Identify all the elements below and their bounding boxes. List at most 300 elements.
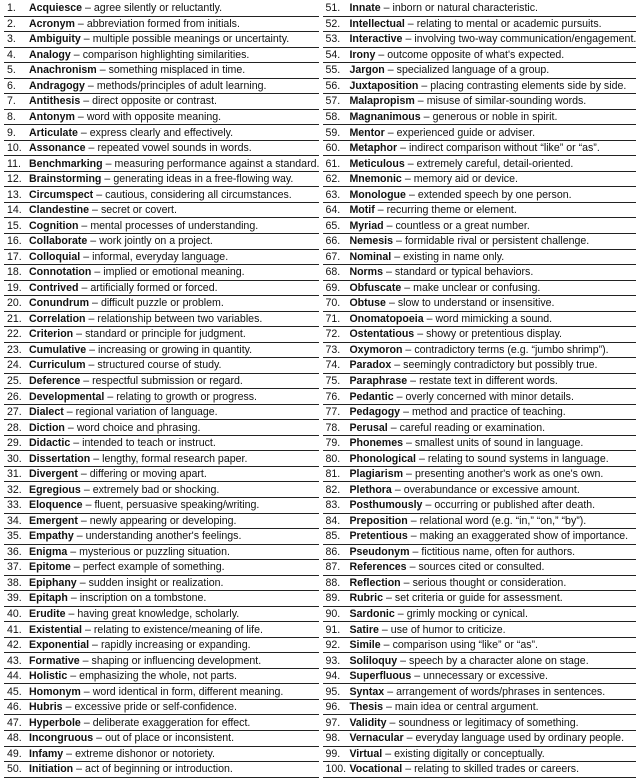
definition: express clearly and effectively.: [89, 126, 234, 139]
term: Reflection: [349, 576, 401, 589]
item-number: 94.: [325, 670, 341, 683]
definition: sources cited or consulted.: [418, 561, 545, 574]
list-item: [323, 436, 636, 452]
dash-separator: –: [394, 483, 401, 496]
dash-separator: –: [405, 343, 412, 356]
list-item: [4, 607, 319, 623]
term: Pretentious: [349, 530, 408, 543]
list-item: [4, 281, 319, 297]
term: Irony: [349, 48, 376, 61]
definition: extremely bad or shocking.: [92, 483, 220, 496]
dash-separator: –: [70, 592, 77, 605]
item-number: 54.: [325, 48, 341, 61]
term: Circumspect: [29, 188, 94, 201]
definition: recurring theme or element.: [386, 204, 517, 217]
dash-separator: –: [99, 64, 106, 77]
item-number: 83.: [325, 499, 341, 512]
term: Deference: [29, 375, 81, 388]
definition: out of place or inconsistent.: [105, 732, 235, 745]
list-item: [4, 94, 319, 110]
definition: relationship between two variables.: [97, 312, 263, 325]
term: Soliloquy: [349, 654, 398, 667]
list-item: [4, 684, 319, 700]
list-item: [323, 218, 636, 234]
definition: measuring performance against a standard.: [114, 157, 320, 170]
term: Colloquial: [29, 250, 81, 263]
item-number: 8.: [7, 110, 16, 123]
item-number: 57.: [325, 95, 341, 108]
definition: something misplaced in time.: [108, 64, 246, 77]
item-number: 6.: [7, 79, 16, 92]
dash-separator: –: [387, 64, 394, 77]
list-item: [323, 17, 636, 33]
item-number: 87.: [325, 561, 341, 574]
definition: regional variation of language.: [75, 406, 218, 419]
definition: existing in name only.: [403, 250, 505, 263]
item-number: 28.: [7, 421, 22, 434]
list-item: [4, 203, 319, 219]
term: Phonemes: [349, 437, 404, 450]
term: Epitome: [29, 561, 71, 574]
definition: understanding another's feelings.: [85, 530, 242, 543]
term: Oxymoron: [349, 343, 403, 356]
dash-separator: –: [87, 79, 94, 92]
term: Phonological: [349, 452, 416, 465]
dash-separator: –: [81, 219, 88, 232]
item-number: 24.: [7, 359, 22, 372]
item-number: 22.: [7, 328, 22, 341]
dash-separator: –: [94, 266, 101, 279]
term: Intellectual: [349, 17, 405, 30]
definition: misuse of similar-sounding words.: [426, 95, 587, 108]
dash-separator: –: [83, 95, 90, 108]
dash-separator: –: [418, 452, 425, 465]
dash-separator: –: [83, 685, 90, 698]
item-number: 39.: [7, 592, 22, 605]
dash-separator: –: [426, 312, 433, 325]
definition: word with opposite meaning.: [86, 110, 222, 123]
list-item: [4, 125, 319, 141]
item-number: 91.: [325, 623, 341, 636]
item-number: 5.: [7, 64, 16, 77]
list-item: [4, 700, 319, 716]
dash-separator: –: [81, 281, 88, 294]
term: Nemesis: [349, 235, 394, 248]
term: Syntax: [349, 685, 385, 698]
item-number: 93.: [325, 654, 341, 667]
term: Plagiarism: [349, 468, 404, 481]
term: Dialect: [29, 406, 64, 419]
term: Mentor: [349, 126, 385, 139]
list-item: [323, 762, 636, 778]
definition: relating to mental or academic pursuits.: [416, 17, 602, 30]
item-number: 69.: [325, 281, 341, 294]
dash-separator: –: [414, 670, 421, 683]
list-item: [323, 545, 636, 561]
item-number: 12.: [7, 173, 22, 186]
term: Connotation: [29, 266, 92, 279]
definition: occurring or published after death.: [434, 499, 596, 512]
definition: specialized language of a group.: [396, 64, 550, 77]
list-item: [323, 731, 636, 747]
term: Ambiguity: [29, 33, 81, 46]
dash-separator: –: [88, 312, 95, 325]
definition: presenting another's work as one's own.: [414, 468, 604, 481]
term: Emergent: [29, 514, 78, 527]
definition: fluent, persuasive speaking/writing.: [94, 499, 260, 512]
right-column: [323, 1, 636, 780]
item-number: 47.: [7, 716, 22, 729]
term: Pedagogy: [349, 406, 401, 419]
definition: make unclear or confusing.: [413, 281, 541, 294]
definition: extremely careful, detail-oriented.: [416, 157, 574, 170]
definition: sudden insight or realization.: [88, 576, 224, 589]
list-item: [4, 156, 319, 172]
list-item: [4, 187, 319, 203]
term: Epiphany: [29, 576, 77, 589]
term: Holistic: [29, 670, 68, 683]
item-number: 76.: [325, 390, 341, 403]
dash-separator: –: [88, 142, 95, 155]
term: Malapropism: [349, 95, 415, 108]
list-item: [4, 172, 319, 188]
dash-separator: –: [83, 250, 90, 263]
definition: rapidly increasing or expanding.: [100, 639, 251, 652]
item-number: 45.: [7, 685, 22, 698]
definition: implied or emotional meaning.: [103, 266, 245, 279]
term: Obtuse: [349, 297, 386, 310]
term: Monologue: [349, 188, 406, 201]
term: Articulate: [29, 126, 78, 139]
term: Conundrum: [29, 297, 90, 310]
list-item: [4, 79, 319, 95]
dash-separator: –: [383, 2, 390, 15]
list-item: [4, 514, 319, 530]
item-number: 4.: [7, 48, 16, 61]
item-number: 11.: [7, 157, 21, 170]
list-item: [323, 715, 636, 731]
list-item: [4, 436, 319, 452]
term: Benchmarking: [29, 157, 103, 170]
definition: perfect example of something.: [82, 561, 225, 574]
term: Formative: [29, 654, 80, 667]
dash-separator: –: [386, 592, 392, 605]
list-item: [323, 498, 636, 514]
definition: increasing or growing in quantity.: [98, 343, 253, 356]
term: Sardonic: [349, 607, 395, 620]
dash-separator: –: [406, 468, 412, 481]
definition: direct opposite or contrast.: [92, 95, 217, 108]
definition: relating to growth or progress.: [116, 390, 257, 403]
definition: standard or principle for judgment.: [85, 328, 246, 341]
item-number: 90.: [325, 607, 341, 620]
term: Preposition: [349, 514, 408, 527]
definition: restate text in different words.: [419, 375, 558, 388]
list-item: [4, 389, 319, 405]
term: Magnanimous: [349, 110, 421, 123]
list-item: [323, 79, 636, 95]
term: Enigma: [29, 545, 68, 558]
item-number: 49.: [7, 747, 22, 760]
dash-separator: –: [387, 126, 394, 139]
term: Didactic: [29, 437, 71, 450]
item-number: 86.: [325, 545, 341, 558]
definition: secret or covert.: [100, 204, 177, 217]
item-number: 72.: [325, 328, 341, 341]
list-item: [4, 731, 319, 747]
definition: differing or moving apart.: [89, 468, 207, 481]
term: Meticulous: [349, 157, 405, 170]
term: Analogy: [29, 48, 71, 61]
item-number: 56.: [325, 79, 341, 92]
definition: generating ideas in a free-flowing way.: [113, 173, 294, 186]
term: Correlation: [29, 312, 86, 325]
definition: showy or pretentious display.: [426, 328, 562, 341]
dash-separator: –: [397, 607, 404, 620]
term: Perusal: [349, 421, 388, 434]
definition: serious thought or consideration.: [412, 576, 567, 589]
dash-separator: –: [403, 406, 409, 419]
dash-separator: –: [386, 701, 392, 714]
dash-separator: –: [92, 297, 98, 310]
dash-separator: –: [378, 48, 385, 61]
item-number: 29.: [7, 437, 22, 450]
item-number: 23.: [7, 343, 22, 356]
list-item: [323, 451, 636, 467]
item-number: 92.: [325, 639, 341, 652]
item-number: 34.: [7, 514, 22, 527]
dash-separator: –: [386, 266, 392, 279]
item-number: 19.: [7, 281, 22, 294]
dash-separator: –: [406, 732, 413, 745]
term: Onomatopoeia: [349, 312, 424, 325]
term: Exponential: [29, 639, 90, 652]
dash-separator: –: [404, 173, 411, 186]
dash-separator: –: [400, 654, 407, 667]
dash-separator: –: [406, 437, 412, 450]
term: Innate: [349, 2, 381, 15]
list-item: [323, 125, 636, 141]
definition: method and practice of teaching.: [411, 406, 566, 419]
list-item: [4, 1, 319, 17]
definition: slow to understand or insensitive.: [397, 297, 555, 310]
term: Acquiesce: [29, 2, 82, 15]
list-item: [4, 420, 319, 436]
term: Assonance: [29, 142, 86, 155]
list-item: [323, 156, 636, 172]
term: Juxtaposition: [349, 79, 419, 92]
item-number: 25.: [7, 375, 22, 388]
term: Homonym: [29, 685, 81, 698]
term: Myriad: [349, 219, 384, 232]
definition: overabundance or excessive amount.: [403, 483, 580, 496]
dash-separator: –: [408, 188, 415, 201]
definition: artificially formed or forced.: [90, 281, 218, 294]
definition: main idea or central argument.: [394, 701, 539, 714]
list-item: [323, 514, 636, 530]
term: Hubris: [29, 701, 63, 714]
list-item: [4, 669, 319, 685]
item-number: 21.: [7, 312, 22, 325]
term: Egregious: [29, 483, 81, 496]
definition: everyday language used by ordinary people.: [415, 732, 625, 745]
item-number: 67.: [325, 250, 341, 263]
dash-separator: –: [92, 639, 98, 652]
item-number: 2.: [7, 17, 16, 30]
list-item: [323, 684, 636, 700]
term: Clandestine: [29, 204, 90, 217]
list-item: [323, 576, 636, 592]
definition: methods/principles of adult learning.: [96, 79, 267, 92]
dash-separator: –: [409, 561, 416, 574]
dash-separator: –: [76, 328, 83, 341]
dash-separator: –: [96, 732, 103, 745]
dash-separator: –: [90, 235, 97, 248]
dash-separator: –: [407, 17, 414, 30]
item-number: 84.: [325, 514, 341, 527]
term: Antithesis: [29, 95, 81, 108]
dash-separator: –: [83, 33, 90, 46]
dash-separator: –: [77, 110, 84, 123]
list-item: [4, 715, 319, 731]
dash-separator: –: [390, 421, 397, 434]
term: Existential: [29, 623, 82, 636]
dash-separator: –: [417, 328, 424, 341]
term: Incongruous: [29, 732, 94, 745]
item-number: 99.: [325, 747, 341, 760]
list-item: [4, 529, 319, 545]
item-number: 51.: [325, 2, 341, 15]
item-number: 43.: [7, 654, 22, 667]
item-number: 46.: [7, 701, 22, 714]
definition: deliberate exaggeration for effect.: [92, 716, 251, 729]
list-item: [323, 327, 636, 343]
dash-separator: –: [383, 639, 390, 652]
list-item: [323, 482, 636, 498]
dash-separator: –: [412, 545, 419, 558]
term: Simile: [349, 639, 381, 652]
list-item: [4, 327, 319, 343]
item-number: 80.: [325, 452, 341, 465]
definition: generous or noble in spirit.: [432, 110, 558, 123]
term: Superfluous: [349, 670, 412, 683]
item-number: 66.: [325, 235, 341, 248]
definition: placing contrasting elements side by side.: [430, 79, 627, 92]
list-item: [4, 343, 319, 359]
term: Developmental: [29, 390, 105, 403]
list-item: [323, 32, 636, 48]
dash-separator: –: [405, 33, 412, 46]
list-item: [4, 653, 319, 669]
definition: contradictory terms (e.g. “jumbo shrimp”).: [414, 343, 609, 356]
term: Empathy: [29, 530, 74, 543]
list-item: [4, 591, 319, 607]
item-number: 98.: [325, 732, 341, 745]
item-number: 68.: [325, 266, 341, 279]
term: Cumulative: [29, 343, 87, 356]
list-item: [323, 358, 636, 374]
term: Brainstorming: [29, 173, 102, 186]
item-number: 95.: [325, 685, 341, 698]
dash-separator: –: [105, 157, 112, 170]
list-item: [4, 48, 319, 64]
term: Validity: [349, 716, 387, 729]
item-number: 48.: [7, 732, 22, 745]
term: Paraphrase: [349, 375, 408, 388]
term: Virtual: [349, 747, 383, 760]
list-item: [4, 762, 319, 778]
item-number: 64.: [325, 204, 341, 217]
item-number: 17.: [7, 250, 22, 263]
term: Epitaph: [29, 592, 68, 605]
term: Vocational: [349, 763, 403, 776]
item-number: 62.: [325, 173, 341, 186]
item-number: 16.: [7, 235, 22, 248]
definition: repeated vowel sounds in words.: [97, 142, 252, 155]
dash-separator: –: [88, 359, 95, 372]
definition: informal, everyday language.: [92, 250, 229, 263]
item-number: 18.: [7, 266, 22, 279]
list-item: [323, 389, 636, 405]
item-number: 88.: [325, 576, 341, 589]
item-number: 97.: [325, 716, 341, 729]
dash-separator: –: [421, 79, 428, 92]
list-item: [323, 529, 636, 545]
list-item: [4, 250, 319, 266]
dash-separator: –: [396, 235, 402, 248]
term: Dissertation: [29, 452, 91, 465]
definition: act of beginning or introduction.: [85, 763, 233, 776]
term: Vernacular: [349, 732, 404, 745]
list-item: [323, 607, 636, 623]
definition: emphasizing the whole, not parts.: [79, 670, 237, 683]
list-item: [323, 405, 636, 421]
list-item: [323, 141, 636, 157]
list-item: [4, 638, 319, 654]
list-item: [323, 669, 636, 685]
dash-separator: –: [410, 514, 417, 527]
definition: arrangement of words/phrases in sentences.: [396, 685, 606, 698]
list-item: [4, 560, 319, 576]
term: Thesis: [349, 701, 383, 714]
dash-separator: –: [89, 343, 96, 356]
dash-separator: –: [83, 483, 90, 496]
dash-separator: –: [394, 250, 401, 263]
definition: work jointly on a project.: [99, 235, 213, 248]
list-item: [4, 451, 319, 467]
dash-separator: –: [73, 48, 80, 61]
list-item: [323, 653, 636, 669]
list-item: [323, 622, 636, 638]
list-item: [323, 312, 636, 328]
definition: seemingly contradictory but possibly true.: [403, 359, 598, 372]
list-item: [4, 576, 319, 592]
item-number: 65.: [325, 219, 341, 232]
dash-separator: –: [387, 685, 394, 698]
term: Ostentatious: [349, 328, 415, 341]
definition: memory aid or device.: [413, 173, 518, 186]
term: Jargon: [349, 64, 385, 77]
definition: indirect comparison without “like” or “as”.: [409, 142, 600, 155]
definition: smallest units of sound in language.: [414, 437, 584, 450]
definition: multiple possible meanings or uncertainty.: [92, 33, 290, 46]
item-number: 50.: [7, 763, 22, 776]
item-number: 26.: [7, 390, 22, 403]
dash-separator: –: [85, 2, 91, 15]
definition: difficult puzzle or problem.: [100, 297, 224, 310]
dash-separator: –: [403, 576, 410, 589]
dash-separator: –: [83, 375, 90, 388]
